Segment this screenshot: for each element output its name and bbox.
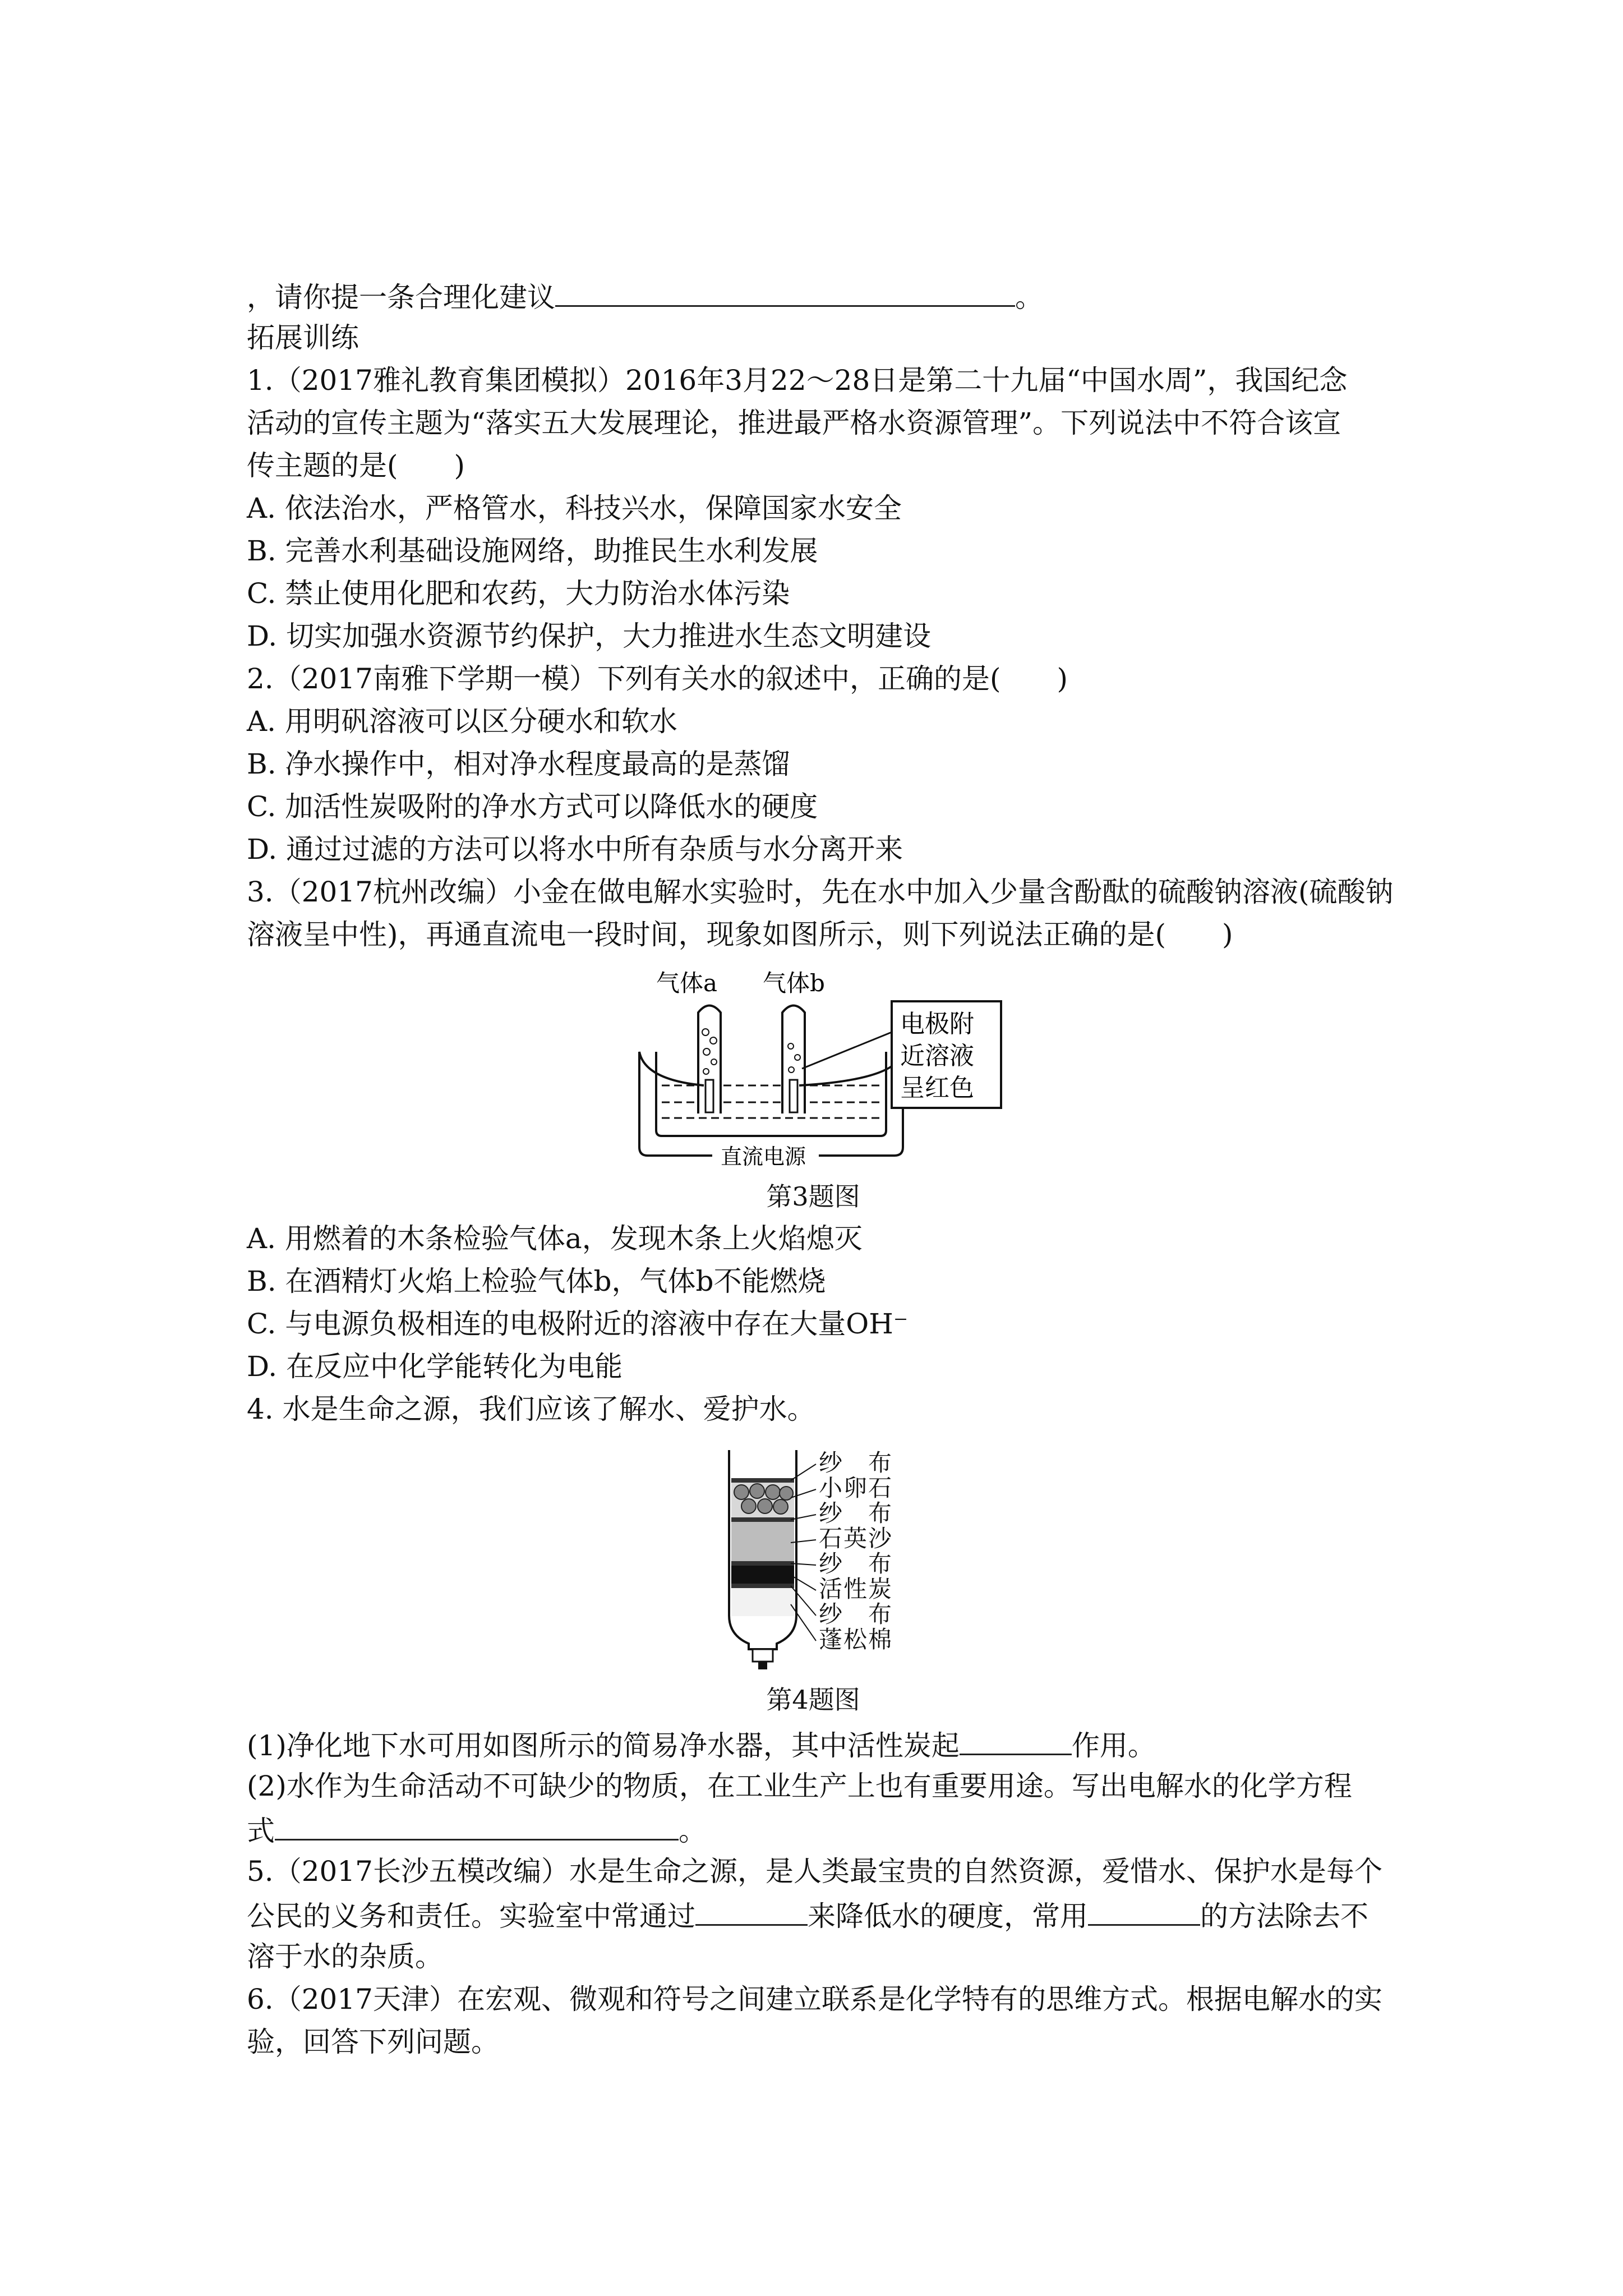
label-gauze-4: 纱 布 — [819, 1600, 893, 1628]
test-tube-b — [782, 1006, 805, 1114]
gauze-layer — [731, 1584, 794, 1588]
question-2-stem: 2.（2017南雅下学期一模）下列有关水的叙述中，正确的是( ) — [247, 662, 1068, 695]
question-5-line-1: 5.（2017长沙五模改编）水是生命之源，是人类最宝贵的自然资源，爱惜水、保护水是每个 — [247, 1855, 1382, 1888]
question-1-line-2: 活动的宣传主题为“落实五大发展理论，推进最严格水资源管理”。下列说法中不符合该宣 — [247, 407, 1341, 439]
question-1-option-a: A. 依法治水，严格管水，科技兴水，保障国家水安全 — [247, 492, 902, 524]
pointer-line — [802, 1032, 892, 1069]
label-gauze-3: 纱 布 — [819, 1550, 893, 1577]
label-pointer — [791, 1515, 816, 1520]
note-line-2: 近溶液 — [900, 1042, 974, 1070]
label-pointer — [791, 1489, 816, 1498]
line-text: 公民的义务和责任。实验室中常通过 — [247, 1900, 695, 1932]
question-6-line-1: 6.（2017天津）在宏观、微观和符号之间建立联系是化学特有的思维方式。根据电解水的实 — [247, 1983, 1382, 2016]
label-pointer — [791, 1575, 816, 1590]
line-text: 。 — [1015, 281, 1043, 314]
answer-blank[interactable] — [555, 274, 1015, 307]
activated-carbon-layer — [731, 1566, 794, 1584]
gauze-layer — [731, 1517, 794, 1522]
question-2-option-d: D. 通过过滤的方法可以将水中所有杂质与水分离开来 — [247, 833, 903, 866]
note-line-1: 电极附 — [900, 1010, 974, 1038]
label-pointer — [791, 1540, 816, 1543]
question-1-option-b: B. 完善水利基础设施网络，助推民生水利发展 — [247, 535, 818, 567]
line-text: 作用。 — [1071, 1729, 1156, 1762]
line-text: 式 — [247, 1815, 275, 1847]
line-text: (1)净化地下水可用如图所示的简易净水器，其中活性炭起 — [247, 1729, 960, 1762]
line-text: 。 — [679, 1815, 707, 1847]
label-quartz-sand: 石英沙 — [819, 1525, 893, 1552]
pebble — [734, 1485, 749, 1499]
gauze-layer — [731, 1561, 794, 1566]
question-1-line-1: 1.（2017雅礼教育集团模拟）2016年3月22～28日是第二十九届“中国水周”，我国纪念 — [247, 364, 1348, 397]
suggestion-line — [247, 274, 1380, 316]
pebble — [766, 1485, 780, 1499]
water-trough — [656, 1052, 886, 1136]
label-pointer — [791, 1586, 816, 1616]
question-3-option-a: A. 用燃着的木条检验气体a，发现木条上火焰熄灭 — [247, 1222, 863, 1255]
line-text: 的方法除去不 — [1200, 1900, 1368, 1932]
purifier-labels — [819, 1450, 965, 1652]
cotton-layer — [731, 1588, 794, 1616]
note-line-3: 呈红色 — [900, 1074, 974, 1102]
pebble — [750, 1484, 764, 1498]
answer-blank[interactable] — [960, 1722, 1072, 1755]
quartz-sand-layer — [731, 1522, 794, 1561]
label-pointer — [791, 1563, 816, 1565]
question-1-option-d: D. 切实加强水资源节约保护，大力推进水生态文明建设 — [247, 620, 932, 652]
label-activated-carbon: 活性炭 — [819, 1575, 893, 1603]
question-4-part-2: (2)水作为生命活动不可缺少的物质，在工业生产上也有重要用途。写出电解水的化学方程 — [247, 1770, 1352, 1802]
gauze-layer — [731, 1478, 794, 1483]
question-3-option-c: C. 与电源负极相连的电极附近的溶液中存在大量OH⁻ — [247, 1308, 909, 1340]
label-pointer — [791, 1464, 816, 1480]
question-5-line-2 — [247, 1893, 1380, 1935]
outlet-nozzle — [753, 1649, 773, 1662]
question-3-option-b: B. 在酒精灯火焰上检验气体b，气体b不能燃烧 — [247, 1265, 826, 1297]
label-pebbles: 小卵石 — [819, 1474, 893, 1502]
line-text: 来降低水的硬度，常用 — [808, 1900, 1088, 1932]
outlet-tip — [758, 1662, 767, 1669]
question-5-line-3: 溶于水的杂质。 — [247, 1940, 443, 1973]
figure-4-caption: 第4题图 — [766, 1685, 860, 1715]
question-2-option-c: C. 加活性炭吸附的净水方式可以降低水的硬度 — [247, 790, 818, 823]
text-block-middle — [247, 1217, 1380, 1430]
pebble — [741, 1499, 756, 1513]
section-heading: 拓展训练 — [247, 321, 359, 354]
question-4-stem: 4. 水是生命之源，我们应该了解水、爱护水。 — [247, 1393, 815, 1425]
gas-b-label: 气体b — [763, 969, 825, 997]
pebble — [773, 1499, 788, 1514]
question-3-line-1: 3.（2017杭州改编）小金在做电解水实验时，先在水中加入少量含酚酞的硫酸钠溶液(硫酸钠 — [247, 876, 1394, 908]
line-text: ，请你提一条合理化建议 — [247, 281, 555, 314]
pebble — [758, 1499, 772, 1513]
label-gauze-2: 纱 布 — [819, 1499, 893, 1527]
question-2-option-a: A. 用明矾溶液可以区分硬水和软水 — [247, 705, 677, 738]
question-3-option-d: D. 在反应中化学能转化为电能 — [247, 1350, 623, 1383]
wire-right — [799, 1052, 903, 1156]
text-block-top — [247, 274, 1394, 956]
electrolysis-diagram — [634, 968, 1004, 1170]
question-4-part-2-continued — [247, 1807, 1380, 1850]
label-cotton: 蓬松棉 — [819, 1626, 893, 1653]
text-block-bottom — [247, 1722, 1380, 2063]
gas-a-label: 气体a — [656, 969, 718, 997]
answer-blank[interactable] — [1088, 1893, 1200, 1926]
power-source-label: 直流电源 — [721, 1144, 806, 1169]
answer-blank[interactable] — [695, 1893, 808, 1926]
question-1-option-c: C. 禁止使用化肥和农药，大力防治水体污染 — [247, 577, 790, 610]
test-tube-a — [698, 1006, 721, 1114]
question-4-part-1 — [247, 1722, 1380, 1765]
figure-3-caption: 第3题图 — [766, 1181, 860, 1212]
question-6-line-2: 验，回答下列问题。 — [247, 2026, 499, 2058]
question-3-line-2: 溶液呈中性)，再通直流电一段时间，现象如图所示，则下列说法正确的是( ) — [247, 918, 1233, 951]
answer-blank[interactable] — [275, 1807, 679, 1841]
question-2-option-b: B. 净水操作中，相对净水程度最高的是蒸馏 — [247, 748, 790, 780]
question-1-line-3: 传主题的是( ) — [247, 449, 465, 482]
label-gauze-1: 纱 布 — [819, 1449, 893, 1476]
